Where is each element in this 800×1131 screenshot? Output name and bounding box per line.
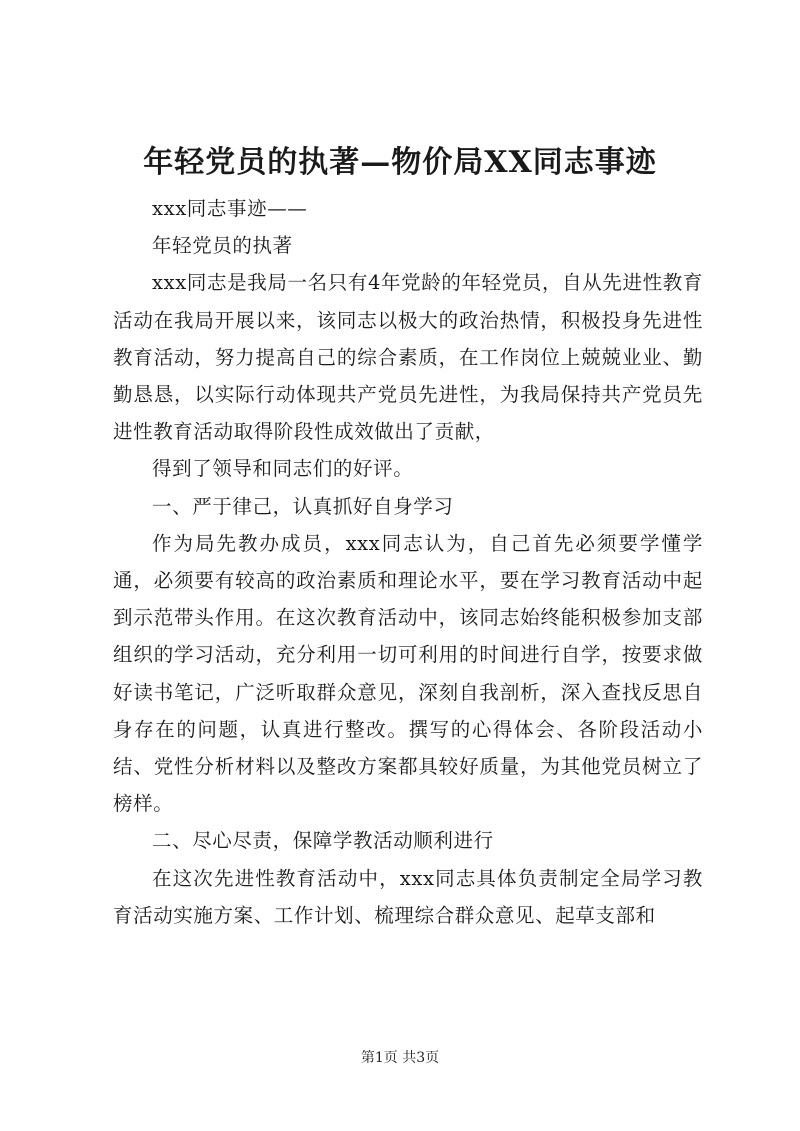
- paragraph-subtitle-line: 年轻党员的执著: [152, 234, 293, 258]
- section-heading-1: 一、严于律己，认真抓好自身学习: [152, 494, 454, 518]
- document-title: 年轻党员的执著—物价局XX同志事迹: [143, 145, 657, 180]
- paragraph-section-1: 作为局先教办成员，xxx同志认为，自己首先必须要学懂学通，必须要有较高的政治素质和理论水平，要在学习教育活动中起到示范带头作用。在这次教育活动中，该同志始终能积极参加支部组织的学习活动，充分利用一切可利用的时间进行自学，按要求做好读书笔记，广泛听取群众意见，深刻自我剖析，深入查找反思自身存在的问题，认真进行整改。撰写的心得体会、各阶段活动小结、党性分析材料以及整改方案都具较好质量，为其他党员树立了榜样。: [113, 531, 703, 816]
- document-body: [113, 190, 703, 934]
- paragraph-subtitle-line: xxx同志事迹——: [152, 197, 308, 220]
- section-heading-2: 二、尽心尽责，保障学教活动顺利进行: [152, 829, 494, 853]
- page-number-footer: 第1页 共3页: [360, 1050, 440, 1066]
- paragraph-intro: xxx同志是我局一名只有4年党龄的年轻党员，自从先进性教育活动在我局开展以来，该同志以极大的政治热情，积极投身先进性教育活动，努力提高自己的综合素质，在工作岗位上兢兢业业、勤勤恳恳，以实际行动体现共产党员先进性，为我局保持共产党员先进性教育活动取得阶段性成效做出了贡献，: [113, 271, 703, 444]
- paragraph-intro-end: 得到了领导和同志们的好评。: [152, 457, 414, 481]
- paragraph-section-2: 在这次先进性教育活动中，xxx同志具体负责制定全局学习教育活动实施方案、工作计划、梳理综合群众意见、起草支部和: [113, 866, 703, 927]
